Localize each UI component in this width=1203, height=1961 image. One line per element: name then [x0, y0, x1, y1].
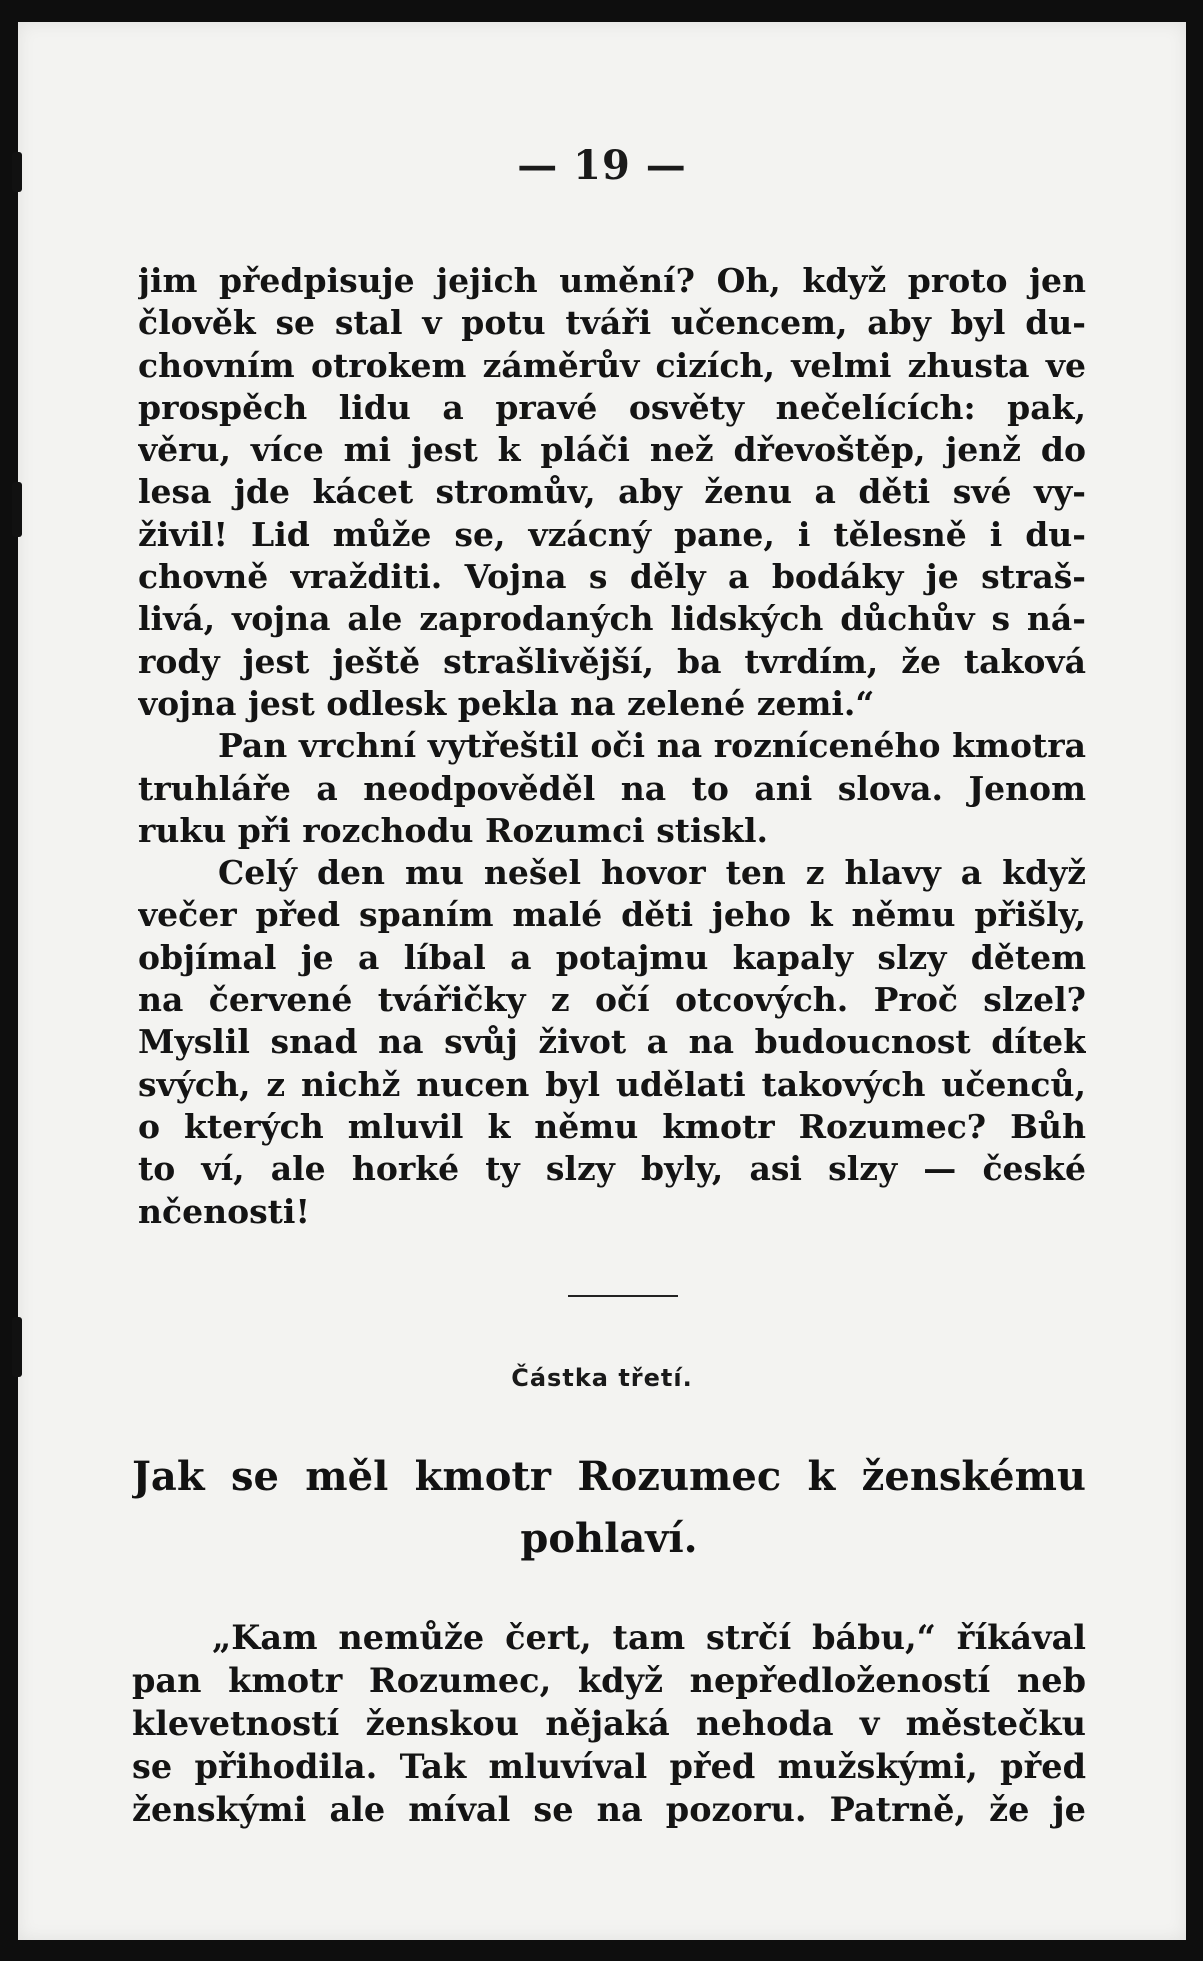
text-line: živil! Lid může se, vzácný pane, i tělesně i du-: [138, 514, 1086, 554]
text-line: rody jest ještě strašlivější, ba tvrdím, že taková: [138, 641, 1086, 681]
text-line: truhláře a neodpověděl na to ani slova. Jenom: [138, 768, 1086, 808]
chapter-title-line: pohlaví.: [520, 1515, 698, 1562]
text-line: to ví, ale horké ty slzy byly, asi slzy — české: [138, 1149, 1086, 1189]
text-line: nčenosti!: [138, 1191, 310, 1231]
text-line: se přihodila. Tak mluvíval před mužskými, před: [132, 1747, 1086, 1786]
book-page: [18, 22, 1186, 1940]
text-line: věru, více mi jest k pláči než dřevoštěp, jenž do: [138, 430, 1086, 470]
text-line: lesa jde kácet stromův, aby ženu a děti své vy-: [138, 472, 1086, 512]
text-line: večer před spaním malé děti jeho k němu přišly,: [138, 895, 1086, 935]
text-line: chovním otrokem záměrův cizích, velmi zhusta ve: [138, 345, 1086, 385]
text-line: Pan vrchní vytřeštil oči na rozníceného kmotra: [218, 726, 1086, 766]
chapter-title: [132, 1446, 1086, 1570]
body-text-top: [138, 260, 1086, 1233]
text-line: livá, vojna ale zaprodaných lidských důchův s ná-: [138, 599, 1086, 639]
text-line: Celý den mu nešel hovor ten z hlavy a když: [218, 853, 1086, 893]
text-line: svých, z nichž nucen byl udělati takových učenců,: [138, 1064, 1086, 1104]
text-line: ženskými ale míval se na pozoru. Patrně, že je: [132, 1790, 1086, 1829]
section-divider: [568, 1295, 678, 1297]
text-line: Myslil snad na svůj život a na budoucnost dítek: [138, 1022, 1086, 1062]
text-line: prospěch lidu a pravé osvěty nečelících: pak,: [138, 387, 1086, 427]
text-line: chovně vražditi. Vojna s děly a bodáky je straš-: [138, 557, 1086, 597]
page-number: — 19 —: [517, 142, 687, 189]
text-line: jim předpisuje jejich umění? Oh, když proto jen: [138, 261, 1086, 300]
body-text-bottom: [132, 1616, 1086, 1831]
text-line: o kterých mluvil k němu kmotr Rozumec? Bůh: [138, 1106, 1086, 1146]
text-line: člověk se stal v potu tváři učencem, aby byl du-: [138, 303, 1086, 343]
text-line: ruku při rozchodu Rozumci stiskl.: [138, 810, 769, 850]
text-line: objímal je a líbal a potajmu kapaly slzy dětem: [138, 937, 1086, 977]
section-label: Částka třetí.: [511, 1364, 693, 1392]
chapter-title-line: Jak se měl kmotr Rozumec k ženskému: [132, 1453, 1086, 1500]
text-line: klevetností ženskou nějaká nehoda v městečku: [132, 1704, 1086, 1743]
text-line: „Kam nemůže čert, tam strčí bábu,“ říkával: [212, 1618, 1086, 1657]
text-line: pan kmotr Rozumec, když nepředložeností neb: [132, 1661, 1086, 1700]
text-line: vojna jest odlesk pekla na zelené zemi.“: [138, 683, 875, 723]
text-line: na červené tvářičky z očí otcových. Proč slzel?: [138, 980, 1086, 1020]
binding-mark: [12, 482, 22, 537]
